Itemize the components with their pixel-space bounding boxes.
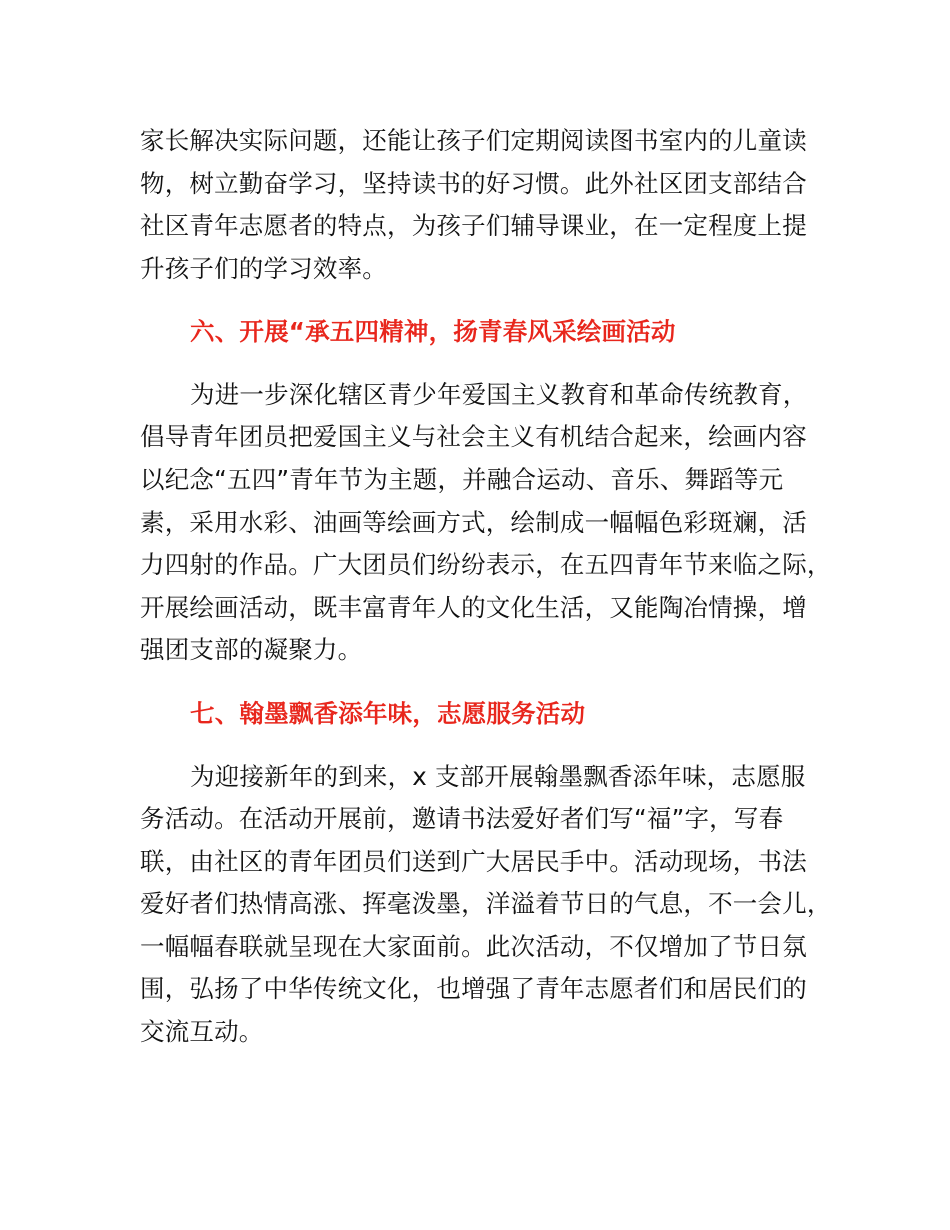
section-6-line-1: 为进一步深化辖区青少年爱国主义教育和革命传统教育， (190, 380, 808, 409)
section-7-line-2: 务活动。在活动开展前，邀请书法爱好者们写“福”字，写春 (140, 804, 784, 833)
section-7-line-6: 围，弘扬了中华传统文化，也增强了青年志愿者们和居民们的 (140, 974, 807, 1003)
section-7-line-4: 爱好者们热情高涨、挥毫泼墨，洋溢着节日的气息，不一会儿， (140, 889, 832, 918)
section-7-line-3: 联，由社区的青年团员们送到广大居民手中。活动现场，书法 (140, 847, 807, 876)
intro-line-3: 社区青年志愿者的特点，为孩子们辅导课业，在一定程度上提 (140, 211, 807, 240)
section-7-heading: 七、翰墨飘香添年味，志愿服务活动 (190, 699, 586, 728)
section-6-line-7: 强团支部的凝聚力。 (140, 635, 363, 664)
intro-line-4: 升孩子们的学习效率。 (140, 254, 387, 283)
intro-line-2: 物，树立勤奋学习，坚持读书的好习惯。此外社区团支部结合 (140, 169, 807, 198)
section-6-line-2: 倡导青年团员把爱国主义与社会主义有机结合起来，绘画内容 (140, 422, 807, 451)
section-6-heading: 六、开展“承五四精神，扬青春风采绘画活动 (190, 317, 676, 346)
section-6-line-5: 力四射的作品。广大团员们纷纷表示，在五四青年节来临之际， (140, 550, 832, 579)
section-6-line-3: 以纪念“五四”青年节为主题，并融合运动、音乐、舞蹈等元 (140, 465, 784, 494)
section-6-line-4: 素，采用水彩、油画等绘画方式，绘制成一幅幅色彩斑斓，活 (140, 508, 807, 537)
section-7-line-7: 交流互动。 (140, 1017, 264, 1046)
section-6-line-6: 开展绘画活动，既丰富青年人的文化生活，又能陶冶情操，增 (140, 593, 807, 622)
section-7-line-1: 为迎接新年的到来，x 支部开展翰墨飘香添年味，志愿服 (190, 762, 806, 791)
section-7-line-5: 一幅幅春联就呈现在大家面前。此次活动，不仅增加了节日氛 (140, 932, 807, 961)
intro-line-1: 家长解决实际问题，还能让孩子们定期阅读图书室内的儿童读 (140, 126, 807, 155)
